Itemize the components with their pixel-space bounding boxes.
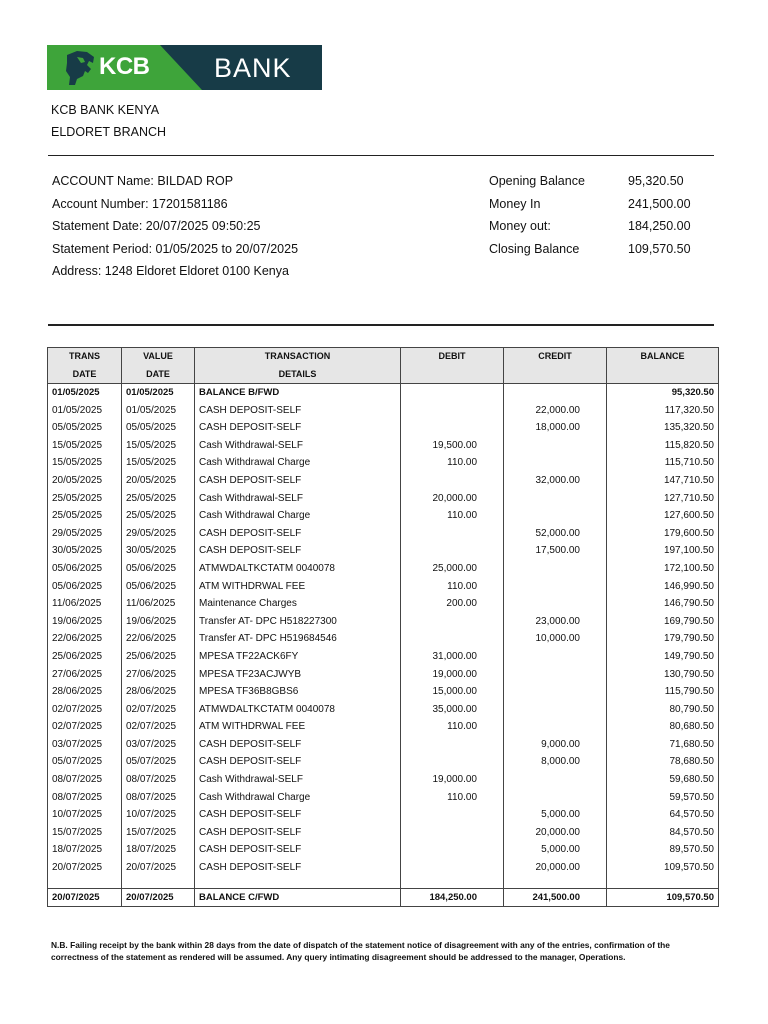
cell-debit [401,613,504,631]
cell-trans-date: 05/07/2025 [48,753,122,771]
table-row [48,771,719,789]
cell-value-date: 28/06/2025 [122,683,195,701]
col-value-date [122,348,195,384]
cell-value-date: 05/06/2025 [122,560,195,578]
cell-credit: 18,000.00 [504,419,607,437]
cell-credit [504,507,607,525]
footer-note: N.B. Failing receipt by the bank within 28 days from the date of dispatch of the statement notice of disagreement with any of the entries, confirmation of the correctness of the statement as rendered will be assumed. Any query intimating disagreement should be addressed to the manager, Operations. [51,940,670,962]
cell-value-date: 15/05/2025 [122,454,195,472]
cell-balance: 135,320.50 [607,419,719,437]
cell-trans-date: 15/05/2025 [48,437,122,455]
money-in-value: 241,500.00 [628,196,691,211]
cell-value-date: 18/07/2025 [122,841,195,859]
table-row [48,613,719,631]
cell-details: Cash Withdrawal Charge [195,789,401,807]
cell-trans-date: 03/07/2025 [48,736,122,754]
cell-value-date: 02/07/2025 [122,718,195,736]
cell-value-date: 30/05/2025 [122,542,195,560]
cell-trans-date: 15/07/2025 [48,824,122,842]
cell-balance: 78,680.50 [607,753,719,771]
cell-debit: 35,000.00 [401,701,504,719]
cell-trans-date: 01/05/2025 [48,402,122,420]
cell-credit: 20,000.00 [504,824,607,842]
cell-credit [504,595,607,613]
cell-balance: 64,570.50 [607,806,719,824]
cell-details: Transfer AT- DPC H519684546 [195,630,401,648]
branch-name: ELDORET BRANCH [51,125,167,139]
cell-debit: 31,000.00 [401,648,504,666]
col-value-date-l1: VALUE [143,351,173,361]
cell-credit [504,771,607,789]
cell-debit: 110.00 [401,454,504,472]
cell-balance: 109,570.50 [607,859,719,877]
cell-credit [504,578,607,596]
header-divider [48,155,714,156]
col-trans-date-l2: DATE [72,368,97,379]
cell-credit [504,718,607,736]
cell-credit: 22,000.00 [504,402,607,420]
cell-details: Maintenance Charges [195,595,401,613]
cell-value-date: 08/07/2025 [122,771,195,789]
cell-balance: 71,680.50 [607,736,719,754]
table-spacer-row [48,877,719,889]
cell-credit [504,701,607,719]
cell-credit [504,384,607,402]
cell-debit: 25,000.00 [401,560,504,578]
cell-balance: 146,990.50 [607,578,719,596]
cell-credit: 17,500.00 [504,542,607,560]
lion-icon [63,49,97,87]
cell-debit: 110.00 [401,507,504,525]
cell-trans-date: 29/05/2025 [48,525,122,543]
account-name: ACCOUNT Name: BILDAD ROP [52,174,234,188]
cell-value-date: 15/05/2025 [122,437,195,455]
cell-value-date: 20/05/2025 [122,472,195,490]
table-row [48,806,719,824]
table-row [48,648,719,666]
cell-trans-date: 28/06/2025 [48,683,122,701]
cell-debit [401,542,504,560]
cell-trans-date: 25/06/2025 [48,648,122,666]
cell-balance: 89,570.50 [607,841,719,859]
cell-debit [401,859,504,877]
col-credit [504,348,607,384]
col-debit-l1: DEBIT [438,351,466,361]
cell-debit: 200.00 [401,595,504,613]
cell-balance: 59,680.50 [607,771,719,789]
cell-trans-date: 19/06/2025 [48,613,122,631]
cell-credit: 52,000.00 [504,525,607,543]
cell-details: Cash Withdrawal-SELF [195,490,401,508]
cell-trans-date: 25/05/2025 [48,490,122,508]
cell-trans-date: 02/07/2025 [48,718,122,736]
cell-credit: 8,000.00 [504,753,607,771]
cell-trans-date: 20/05/2025 [48,472,122,490]
account-number: Account Number: 17201581186 [52,196,228,211]
cell-details: ATMWDALTKCTATM 0040078 [195,701,401,719]
cell-debit: 15,000.00 [401,683,504,701]
cell-credit [504,683,607,701]
cell-value-date: 11/06/2025 [122,595,195,613]
cell-value-date: 10/07/2025 [122,806,195,824]
cell-trans-date: 05/06/2025 [48,560,122,578]
cell-details: CASH DEPOSIT-SELF [195,525,401,543]
cell-value-date: 27/06/2025 [122,666,195,684]
cell-debit: 110.00 [401,789,504,807]
cell-details: CASH DEPOSIT-SELF [195,824,401,842]
cell-balance: 84,570.50 [607,824,719,842]
money-out-value: 184,250.00 [628,219,691,233]
cell-balance: 147,710.50 [607,472,719,490]
table-row [48,578,719,596]
logo-bank-text: BANK [214,53,292,83]
cell-trans-date: 20/07/2025 [48,888,122,907]
cell-trans-date: 20/07/2025 [48,859,122,877]
closing-balance-value: 109,570.50 [628,241,691,256]
cell-balance: 59,570.50 [607,789,719,807]
money-out-label: Money out: [489,219,551,233]
cell-trans-date: 15/05/2025 [48,454,122,472]
cell-credit [504,789,607,807]
cell-balance: 109,570.50 [607,888,719,907]
cell-balance: 127,600.50 [607,507,719,525]
cell-details: Cash Withdrawal-SELF [195,771,401,789]
cell-trans-date: 18/07/2025 [48,841,122,859]
cell-trans-date: 05/05/2025 [48,419,122,437]
cell-details: CASH DEPOSIT-SELF [195,402,401,420]
col-trans-date-l1: TRANS [69,351,100,361]
cell-balance: 80,680.50 [607,718,719,736]
col-trans-date [48,348,122,384]
cell-credit: 20,000.00 [504,859,607,877]
balance-bfwd-row [48,384,719,402]
cell-debit: 110.00 [401,578,504,596]
cell-trans-date: 01/05/2025 [48,384,122,402]
table-row [48,437,719,455]
cell-details: MPESA TF23ACJWYB [195,666,401,684]
col-value-date-l2: DATE [146,368,170,379]
cell-debit [401,841,504,859]
cell-value-date: 25/05/2025 [122,507,195,525]
cell-value-date: 05/05/2025 [122,419,195,437]
cell-balance: 179,790.50 [607,630,719,648]
cell-debit [401,630,504,648]
cell-balance: 80,790.50 [607,701,719,719]
statement-date: Statement Date: 20/07/2025 09:50:25 [52,219,261,233]
cell-debit: 19,000.00 [401,771,504,789]
cell-value-date: 25/06/2025 [122,648,195,666]
cell-debit [401,824,504,842]
cell-trans-date: 05/06/2025 [48,578,122,596]
cell-balance: 115,710.50 [607,454,719,472]
cell-value-date: 01/05/2025 [122,402,195,420]
cell-details: CASH DEPOSIT-SELF [195,472,401,490]
cell-trans-date: 22/06/2025 [48,630,122,648]
bank-name: KCB BANK KENYA [51,103,160,117]
cell-balance: 169,790.50 [607,613,719,631]
col-details [195,348,401,384]
cell-value-date: 05/06/2025 [122,578,195,596]
logo-kcb-text: KCB [99,53,150,80]
cell-balance: 146,790.50 [607,595,719,613]
cell-credit [504,648,607,666]
cell-value-date: 19/06/2025 [122,613,195,631]
cell-details: BALANCE B/FWD [195,384,401,402]
cell-debit [401,525,504,543]
table-row [48,419,719,437]
table-row [48,630,719,648]
cell-balance: 179,600.50 [607,525,719,543]
table-row [48,560,719,578]
table-row [48,718,719,736]
cell-details: CASH DEPOSIT-SELF [195,859,401,877]
cell-trans-date: 08/07/2025 [48,789,122,807]
cell-details: ATM WITHDRWAL FEE [195,718,401,736]
cell-trans-date: 02/07/2025 [48,701,122,719]
cell-debit: 20,000.00 [401,490,504,508]
cell-details: CASH DEPOSIT-SELF [195,806,401,824]
cell-debit [401,806,504,824]
cell-trans-date: 08/07/2025 [48,771,122,789]
summary-labels [489,170,585,260]
kcb-bank-logo [47,45,322,90]
cell-balance: 149,790.50 [607,648,719,666]
cell-value-date: 22/06/2025 [122,630,195,648]
balance-cfwd-row [48,888,719,907]
opening-balance-value: 95,320.50 [628,174,684,188]
table-row [48,841,719,859]
table-header-row [48,348,719,384]
money-in-label: Money In [489,196,541,211]
cell-value-date: 29/05/2025 [122,525,195,543]
cell-debit [401,384,504,402]
cell-debit [401,472,504,490]
account-details [52,170,298,283]
cell-balance: 115,790.50 [607,683,719,701]
summary-values [628,170,691,260]
details-divider [48,324,714,326]
cell-value-date: 05/07/2025 [122,753,195,771]
cell-details: CASH DEPOSIT-SELF [195,736,401,754]
address: Address: 1248 Eldoret Eldoret 0100 Kenya [52,264,289,278]
cell-credit [504,560,607,578]
table-row [48,666,719,684]
cell-credit [504,437,607,455]
col-debit [401,348,504,384]
cell-trans-date: 10/07/2025 [48,806,122,824]
closing-balance-label: Closing Balance [489,241,580,256]
table-row [48,472,719,490]
table-row [48,859,719,877]
table-row [48,683,719,701]
table-row [48,753,719,771]
col-details-l2: DETAILS [278,368,317,379]
cell-debit: 110.00 [401,718,504,736]
table-row [48,824,719,842]
col-details-l1: TRANSACTION [264,351,331,361]
cell-details: CASH DEPOSIT-SELF [195,841,401,859]
cell-details: Cash Withdrawal-SELF [195,437,401,455]
statement-period: Statement Period: 01/05/2025 to 20/07/2025 [52,241,299,256]
cell-credit: 23,000.00 [504,613,607,631]
cell-details: CASH DEPOSIT-SELF [195,753,401,771]
cell-value-date: 15/07/2025 [122,824,195,842]
cell-details: MPESA TF22ACK6FY [195,648,401,666]
cell-value-date: 08/07/2025 [122,789,195,807]
table-row [48,490,719,508]
cell-value-date: 01/05/2025 [122,384,195,402]
cell-balance: 95,320.50 [607,384,719,402]
cell-debit: 19,500.00 [401,437,504,455]
transactions-table [47,347,719,907]
col-balance [607,348,719,384]
cell-value-date: 20/07/2025 [122,859,195,877]
cell-trans-date: 30/05/2025 [48,542,122,560]
cell-trans-date: 11/06/2025 [48,595,122,613]
table-row [48,525,719,543]
cell-credit: 5,000.00 [504,841,607,859]
cell-value-date: 03/07/2025 [122,736,195,754]
cell-credit: 10,000.00 [504,630,607,648]
cell-balance: 172,100.50 [607,560,719,578]
cell-credit: 32,000.00 [504,472,607,490]
cell-value-date: 25/05/2025 [122,490,195,508]
opening-balance-label: Opening Balance [489,174,585,188]
table-row [48,701,719,719]
cell-debit: 19,000.00 [401,666,504,684]
cell-details: ATMWDALTKCTATM 0040078 [195,560,401,578]
cell-details: ATM WITHDRWAL FEE [195,578,401,596]
cell-balance: 115,820.50 [607,437,719,455]
cell-credit [504,490,607,508]
col-balance-l1: BALANCE [640,351,685,361]
cell-details: Cash Withdrawal Charge [195,507,401,525]
table-row [48,542,719,560]
cell-details: MPESA TF36B8GBS6 [195,683,401,701]
cell-details: CASH DEPOSIT-SELF [195,419,401,437]
cell-debit [401,736,504,754]
cell-trans-date: 27/06/2025 [48,666,122,684]
cell-trans-date: 25/05/2025 [48,507,122,525]
cell-value-date: 02/07/2025 [122,701,195,719]
cell-details: BALANCE C/FWD [195,888,401,907]
cell-details: Cash Withdrawal Charge [195,454,401,472]
cell-details: CASH DEPOSIT-SELF [195,542,401,560]
cell-debit [401,753,504,771]
cell-balance: 197,100.50 [607,542,719,560]
table-row [48,402,719,420]
col-credit-l1: CREDIT [538,351,572,361]
cell-credit [504,454,607,472]
cell-details: Transfer AT- DPC H518227300 [195,613,401,631]
table-row [48,736,719,754]
table-row [48,789,719,807]
cell-debit [401,402,504,420]
cell-credit [504,666,607,684]
cell-balance: 130,790.50 [607,666,719,684]
table-row [48,595,719,613]
cell-value-date: 20/07/2025 [122,888,195,907]
table-row [48,454,719,472]
cell-balance: 117,320.50 [607,402,719,420]
cell-credit: 241,500.00 [504,888,607,907]
cell-debit [401,419,504,437]
cell-credit: 9,000.00 [504,736,607,754]
cell-credit: 5,000.00 [504,806,607,824]
cell-debit: 184,250.00 [401,888,504,907]
cell-balance: 127,710.50 [607,490,719,508]
table-row [48,507,719,525]
